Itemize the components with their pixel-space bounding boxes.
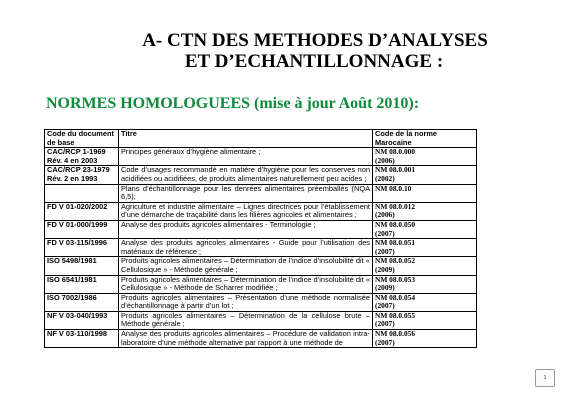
header-title: Titre <box>119 130 373 148</box>
norme-code: NM 08.0.000 <box>375 147 416 157</box>
table-row <box>45 202 477 220</box>
cell-norme <box>373 148 477 166</box>
table-row <box>45 257 477 275</box>
table-row <box>45 184 477 202</box>
cell-norme <box>373 293 477 311</box>
norme-year: (2002) <box>375 173 395 183</box>
norme-year: (2007) <box>375 246 395 256</box>
table-row <box>45 166 477 184</box>
title-line-2: ET D’ECHANTILLONNAGE : <box>184 51 444 72</box>
cell-title: Plans d’échantillonnage pour les denrées alimentaires préemballés (NQA 6,5); <box>119 184 373 202</box>
cell-title: Principes généraux d’hygiène alimentaire ; <box>119 148 373 166</box>
norme-year: (2007) <box>375 319 395 329</box>
table-row <box>45 220 477 238</box>
cell-code: ISO 7002/1986 <box>45 293 119 311</box>
page-number: 1 <box>535 369 555 387</box>
cell-title: Produits agricoles alimentaires – Détermination de l’indice d’insolubilité dit « Cellulosique » - Méthode générale ; <box>119 257 373 275</box>
cell-code: ISO 6541/1981 <box>45 275 119 293</box>
cell-norme <box>373 202 477 220</box>
table-row <box>45 330 477 348</box>
norme-year: (2009) <box>375 283 395 293</box>
table-row <box>45 275 477 293</box>
norme-code: NM 08.0.053 <box>375 275 416 284</box>
cell-code: NF V 03-110/1998 <box>45 330 119 348</box>
cell-norme <box>373 220 477 238</box>
norme-code: NM 08.0.056 <box>375 329 416 339</box>
norme-code: NM 08.0.051 <box>375 238 416 248</box>
table-row <box>45 311 477 329</box>
header-norme: Code de la norme Marocaine <box>373 130 477 148</box>
norme-year: (2006) <box>375 155 395 165</box>
header-code: Code du document de base <box>45 130 119 148</box>
cell-norme <box>373 239 477 257</box>
norms-table <box>44 129 477 348</box>
cell-code <box>45 184 119 202</box>
norme-year: (2007) <box>375 228 395 238</box>
cell-code: NF V 03-040/1993 <box>45 311 119 329</box>
cell-code: ISO 5498/1981 <box>45 257 119 275</box>
norme-code: NM 08.0.052 <box>375 256 416 266</box>
cell-norme <box>373 275 477 293</box>
title-line-1: A- CTN DES METHODES D’ANALYSES <box>142 30 488 51</box>
cell-title: Produits agricoles alimentaires – Détermination de la cellulose brute – Méthode générale ; <box>119 311 373 329</box>
table-header-row <box>45 130 477 148</box>
cell-norme <box>373 330 477 348</box>
norme-code: NM 08.0.001 <box>375 165 416 175</box>
norme-code: NM 08.0.012 <box>375 202 416 211</box>
norme-year: (2006) <box>375 210 395 220</box>
cell-code: FD V 01-000/1999 <box>45 220 119 238</box>
cell-code: CAC/RCP 1-1969 Rév. 4 en 2003 <box>45 148 119 166</box>
cell-norme <box>373 311 477 329</box>
norme-year: (2007) <box>375 301 395 311</box>
norme-code: NM 08.0.050 <box>375 220 416 229</box>
norme-code: NM 08.0.054 <box>375 293 416 302</box>
cell-norme <box>373 184 477 202</box>
cell-title: Agriculture et industrie alimentaire – Lignes directrices pour l’établissement d’une démarche de traçabilité dans les filières agricoles et alimentaires ; <box>119 202 373 220</box>
section-subtitle: NORMES HOMOLOGUEES (mise à jour Août 2010): <box>46 95 420 112</box>
cell-code: FD V 03-115/1996 <box>45 239 119 257</box>
table-row <box>45 148 477 166</box>
cell-title: Produits agricoles alimentaires – Présentation d’une méthode normalisée d’échantillonnage à partir d’un lot ; <box>119 293 373 311</box>
norme-code: NM 08.0.10 <box>375 184 412 193</box>
norme-year: (2009) <box>375 264 395 274</box>
cell-title: Analyse des produits agricoles alimentaires – Procédure de validation intra-laboratoire d’une méthode alternative par rapport à une méthode de <box>119 330 373 348</box>
cell-norme <box>373 257 477 275</box>
cell-code: FD V 01-020/2002 <box>45 202 119 220</box>
cell-title: Analyse des produits agricoles alimentaires - Guide pour l’utilisation des matériaux de référence ; <box>119 239 373 257</box>
table-row <box>45 293 477 311</box>
table-row <box>45 239 477 257</box>
cell-title: Analyse des produits agricoles alimentaires - Terminologie ; <box>119 220 373 238</box>
cell-title: Code d’usages recommandé en matière d’hygiène pour les conserves non acidifiées ou acidifiées, de produits alimentaires naturellement peu acides ; <box>119 166 373 184</box>
page-title <box>0 30 566 72</box>
norme-year: (2007) <box>375 337 395 347</box>
cell-title: Produits agricoles alimentaires – Détermination de l’indice d’insolubilité dit « Cellulosique » - Méthode de Scharrer modifiée ; <box>119 275 373 293</box>
norme-code: NM 08.0.055 <box>375 311 416 320</box>
cell-code: CAC/RCP 23-1979 Rév. 2 en 1993 <box>45 166 119 184</box>
cell-norme <box>373 166 477 184</box>
